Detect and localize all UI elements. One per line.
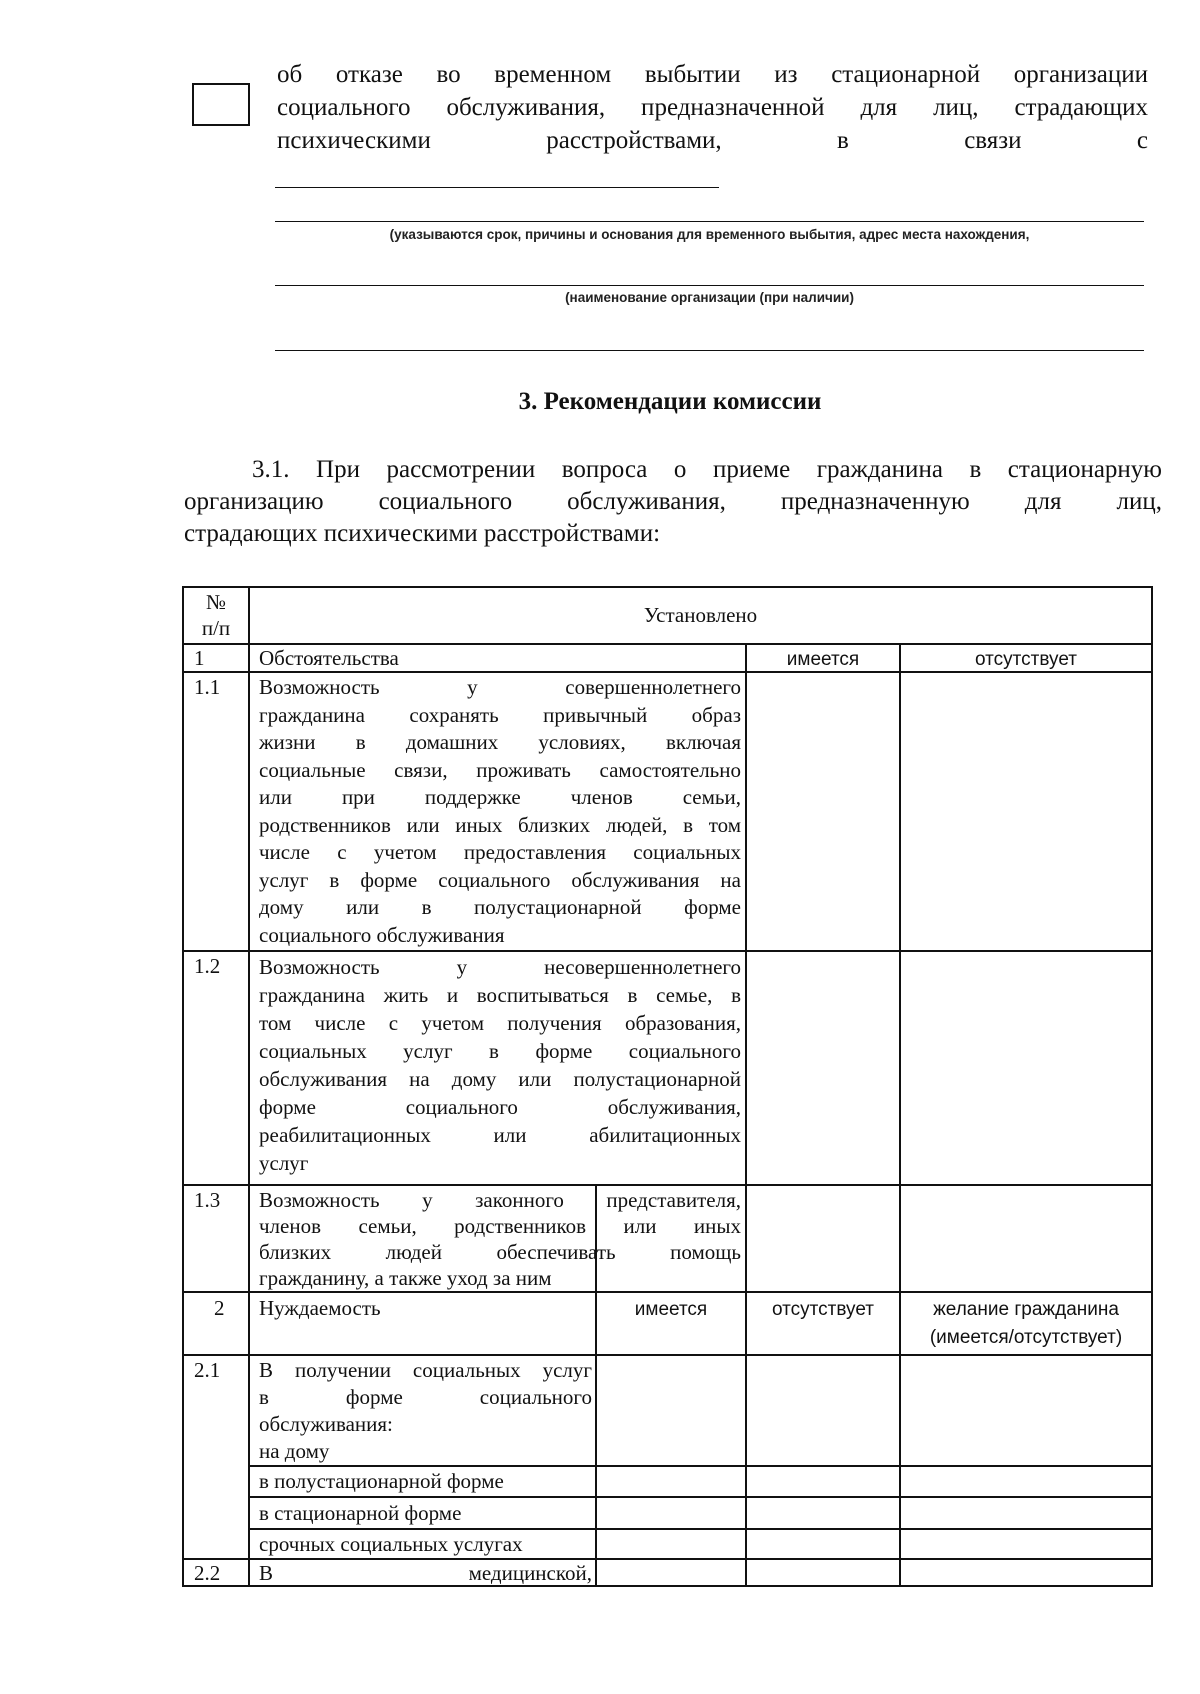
col-present: имеется <box>634 1299 708 1320</box>
text-line: родственников или иных близких людей, в том <box>259 812 741 837</box>
commission-table <box>182 586 1153 1587</box>
table-rule <box>248 1528 1153 1530</box>
section-paragraph <box>184 454 1162 550</box>
wish-line: желание гражданина <box>933 1299 1119 1320</box>
row-text <box>259 1357 592 1465</box>
col-absent: отсутствует <box>772 1299 874 1320</box>
row-text <box>259 1560 592 1587</box>
table-rule <box>248 1496 1153 1498</box>
text-line: жизни в домашних условиях, включая <box>259 730 741 754</box>
text-line: близких людей обеспечивать помощь <box>259 1240 741 1264</box>
wish-line: (имеется/отсутствует) <box>929 1327 1123 1348</box>
table-border <box>1151 586 1153 1587</box>
row-number: 1.1 <box>194 675 221 699</box>
option-checkbox[interactable] <box>192 83 250 126</box>
paragraph-line: страдающих психическими расстройствами: <box>184 520 661 547</box>
text-line: В получении социальных услуг <box>259 1358 592 1382</box>
text-line: обслуживания на дому или полустационарной <box>259 1067 741 1091</box>
row-text <box>259 674 741 949</box>
table-rule <box>899 1184 901 1586</box>
text-line: гражданина сохранять привычный образ <box>259 702 741 727</box>
text-line: дому или в полустационарной форме <box>259 895 741 919</box>
text-line: услуг в форме социального обслуживания на <box>259 867 741 892</box>
option-line: об отказе во временном выбытии из стационарной организации <box>277 61 1148 88</box>
paragraph-line: организацию социального обслуживания, предназначенную для лиц, <box>184 488 1162 515</box>
text-line: гражданину, а также уход за ним <box>259 1266 552 1290</box>
table-rule <box>182 1184 1153 1186</box>
row-number: 2.2 <box>194 1561 221 1585</box>
section-title: 3. Рекомендации комиссии <box>518 388 822 415</box>
text-line: гражданина жить и воспитываться в семье, в <box>259 983 741 1007</box>
table-rule <box>182 1354 1153 1356</box>
text-line: социальных услуг в форме социального <box>259 1039 741 1063</box>
paragraph-line: 3.1. При рассмотрении вопроса о приеме гражданина в стационарную <box>252 456 1162 483</box>
row-label: Нуждаемость <box>259 1296 381 1320</box>
fill-line[interactable] <box>275 221 1144 222</box>
table-rule <box>182 950 1153 952</box>
text-line: Возможность у законного представителя, <box>259 1188 741 1212</box>
caption-period-reasons: (указываются срок, причины и основания для временного выбытия, адрес места нахождения, <box>389 227 1030 242</box>
subrow-label: в стационарной форме <box>259 1501 462 1525</box>
row-number: 2 <box>214 1296 225 1320</box>
row-label: Обстоятельства <box>259 646 399 670</box>
header-number <box>184 589 248 641</box>
text-line: числе с учетом предоставления социальных <box>259 840 741 864</box>
table-rule <box>745 643 747 1586</box>
text-line: форме социального обслуживания, <box>259 1095 741 1119</box>
fill-line[interactable] <box>275 187 719 188</box>
text-line: услуг <box>259 1151 309 1175</box>
text-line: или при поддержке членов семьи, <box>259 785 741 809</box>
table-rule <box>248 586 250 1587</box>
table-border <box>182 586 184 1587</box>
row-text <box>259 1187 741 1291</box>
text-line: обслуживания: <box>259 1412 393 1436</box>
fill-line[interactable] <box>275 350 1144 351</box>
table-rule <box>899 643 901 1186</box>
table-border <box>182 586 1153 588</box>
text-line: в форме социального <box>259 1385 592 1409</box>
table-rule <box>182 1291 1153 1293</box>
row-number: 1 <box>194 646 205 670</box>
text-line: Возможность у совершеннолетнего <box>259 675 741 699</box>
option-line: психическими расстройствами, в связи с <box>277 127 1148 154</box>
row-number: 1.2 <box>194 954 221 978</box>
row-text <box>259 953 741 1177</box>
table-rule <box>248 1465 1153 1467</box>
col-absent: отсутствует <box>975 649 1077 670</box>
text-line: В медицинской, <box>259 1561 592 1585</box>
col-present: имеется <box>786 649 860 670</box>
header-number-sign: № <box>205 590 227 614</box>
header-number-abbr: п/п <box>201 616 231 640</box>
row-number: 1.3 <box>194 1188 221 1212</box>
text-line: том числе с учетом получения образования, <box>259 1011 741 1035</box>
subrow-label: срочных социальных услугах <box>259 1532 523 1556</box>
fill-line[interactable] <box>275 285 1144 286</box>
caption-organization: (наименование организации (при наличии) <box>565 290 854 305</box>
option-text <box>277 58 1148 157</box>
text-line: социального обслуживания <box>259 922 505 947</box>
col-citizen-wish <box>901 1296 1151 1352</box>
text-line: на дому <box>259 1439 330 1463</box>
row-number: 2.1 <box>194 1358 221 1382</box>
option-line: социального обслуживания, предназначенной для лиц, страдающих <box>277 94 1148 121</box>
text-line: реабилитационных или абилитационных <box>259 1123 741 1147</box>
header-title: Установлено <box>643 603 758 627</box>
text-line: социальные связи, проживать самостоятельно <box>259 757 741 782</box>
subrow-label: в полустационарной форме <box>259 1469 504 1493</box>
text-line: членов семьи, родственников или иных <box>259 1214 741 1238</box>
text-line: Возможность у несовершеннолетнего <box>259 955 741 979</box>
